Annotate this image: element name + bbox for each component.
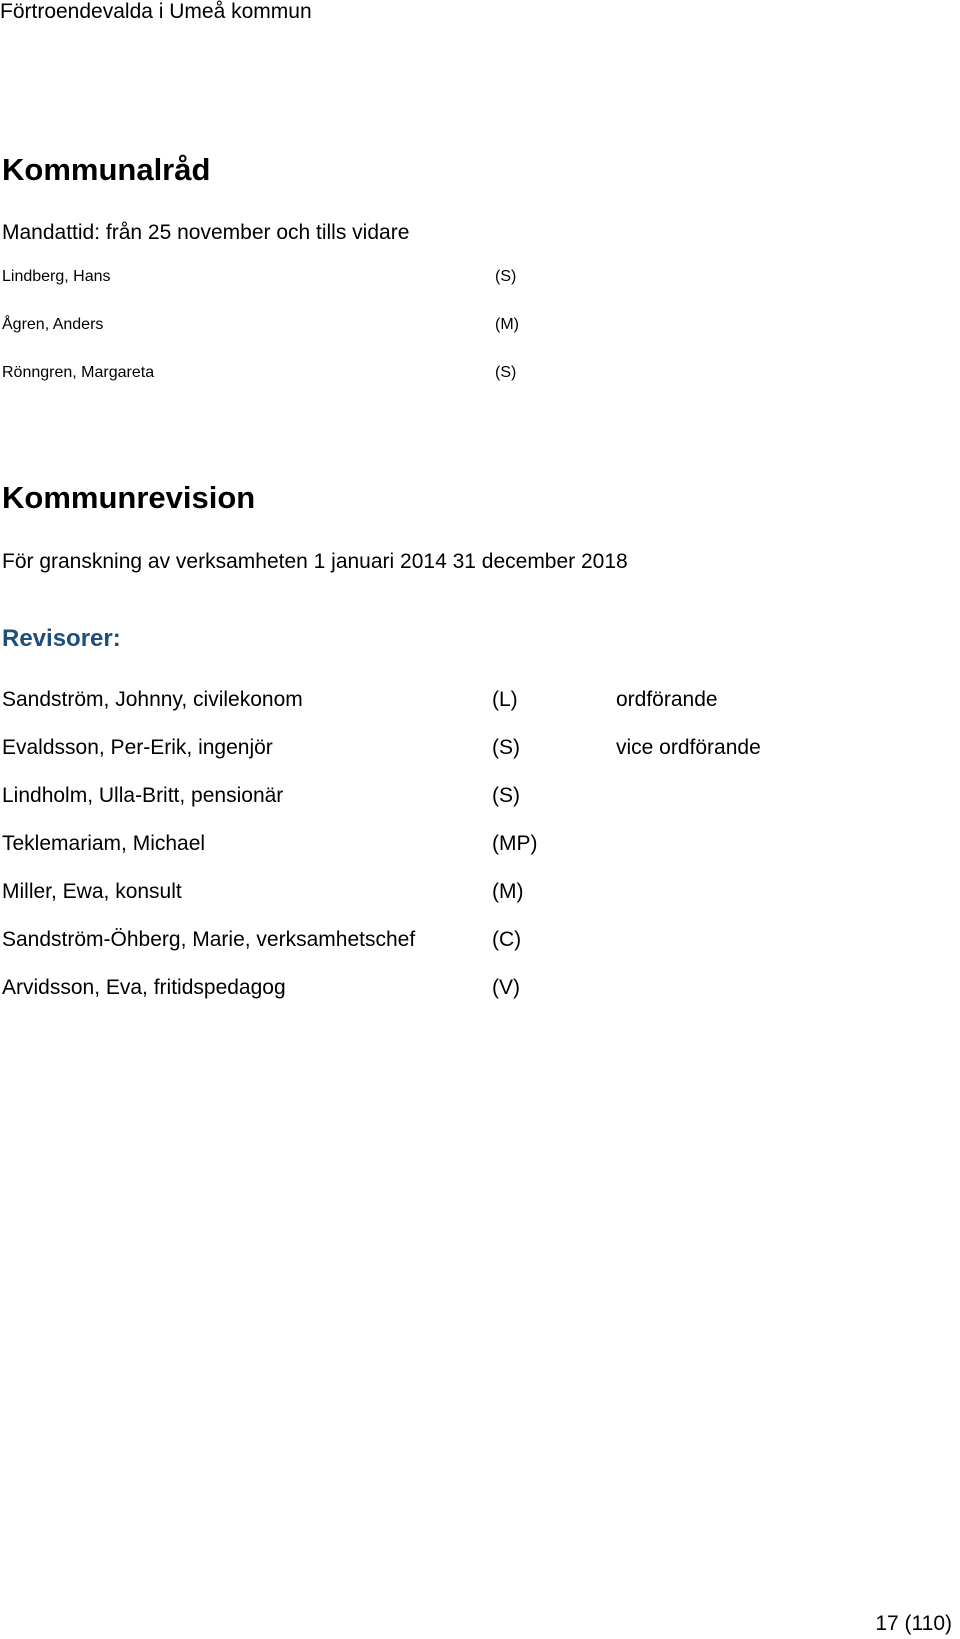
table-row <box>0 783 960 809</box>
section-title-kommunrevision: Kommunrevision <box>2 480 256 515</box>
revisor-name: Teklemariam, Michael <box>2 832 206 855</box>
table-row <box>0 975 960 1001</box>
revisor-role: ordförande <box>616 688 718 711</box>
revisor-party: (MP) <box>492 832 538 855</box>
table-row <box>0 879 960 905</box>
table-row <box>0 927 960 953</box>
table-row <box>0 831 960 857</box>
revisor-name: Sandström, Johnny, civilekonom <box>2 688 303 711</box>
member-name: Ågren, Anders <box>2 316 104 333</box>
revisor-party: (S) <box>492 736 520 759</box>
revisor-name: Miller, Ewa, konsult <box>2 880 182 903</box>
mandate-text: Mandattid: från 25 november och tills vidare <box>2 221 410 244</box>
member-name: Rönngren, Margareta <box>2 364 155 381</box>
list-item <box>0 268 960 294</box>
member-name: Lindberg, Hans <box>2 268 111 285</box>
section-title-kommunalrad: Kommunalråd <box>2 152 211 187</box>
revisor-name: Arvidsson, Eva, fritidspedagog <box>2 976 286 999</box>
list-item <box>0 316 960 342</box>
revisor-name: Lindholm, Ulla-Britt, pensionär <box>2 784 284 807</box>
member-party: (S) <box>495 364 517 381</box>
revisor-name: Evaldsson, Per-Erik, ingenjör <box>2 736 273 759</box>
revisor-party: (L) <box>492 688 518 711</box>
revisor-party: (C) <box>492 928 522 951</box>
table-row <box>0 735 960 761</box>
running-header: Förtroendevalda i Umeå kommun <box>0 0 312 23</box>
table-row <box>0 687 960 713</box>
period-text: För granskning av verksamheten 1 januari 2014 31 december 2018 <box>2 550 628 573</box>
revisor-name: Sandström-Öhberg, Marie, verksamhetschef <box>2 928 416 951</box>
member-party: (M) <box>495 316 519 333</box>
page-number: 17 (110) <box>875 1612 952 1635</box>
revisor-party: (M) <box>492 880 524 903</box>
member-party: (S) <box>495 268 517 285</box>
revisor-role: vice ordförande <box>616 736 761 759</box>
revisorer-heading: Revisorer: <box>2 625 121 652</box>
list-item <box>0 364 960 390</box>
revisor-party: (V) <box>492 976 520 999</box>
revisor-party: (S) <box>492 784 520 807</box>
